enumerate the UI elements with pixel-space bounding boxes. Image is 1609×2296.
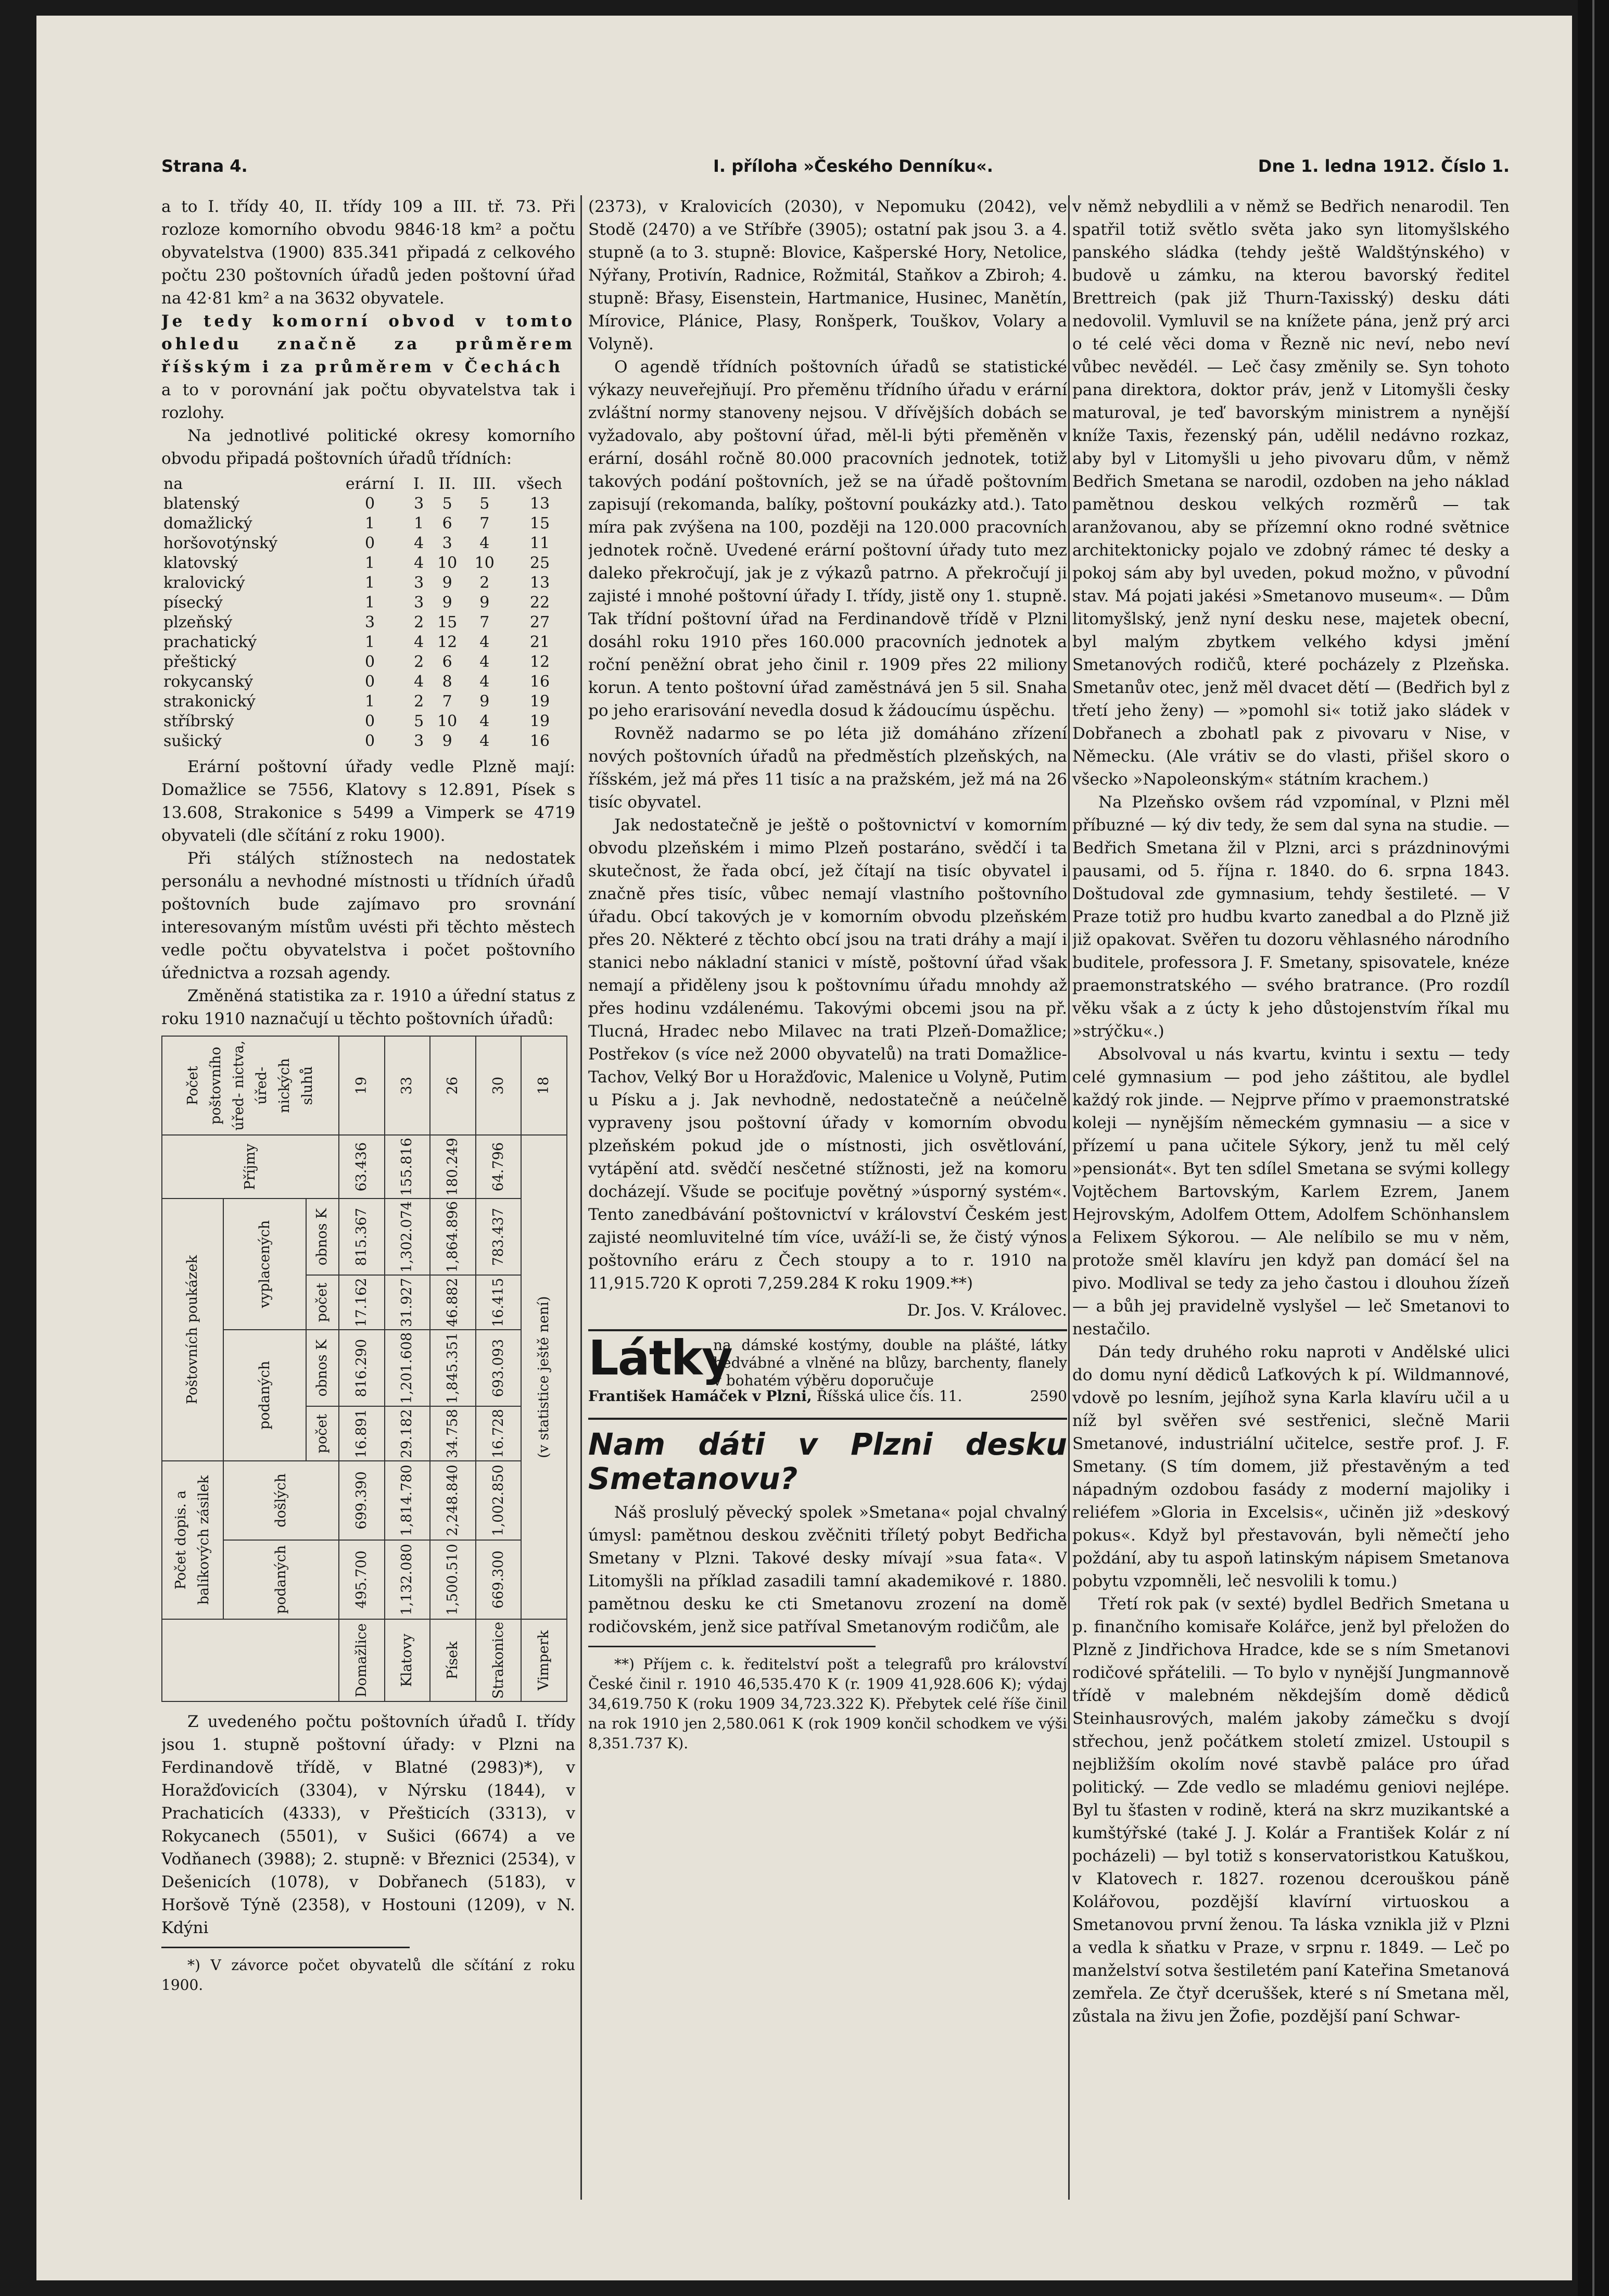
table-cell: 3 [364,613,375,632]
article-headline: Nam dáti v Plzni desku Smetanovu? [588,1427,1067,1496]
column-1 [161,195,575,2226]
table-cell: 7 [479,514,490,533]
table-cell: 16 [529,673,550,691]
paragraph: Náš proslulý pěvecký spolek »Smetana« pojal chvalný úmysl: pamětnou deskou zvěčniti tříletý pobyt Bedřicha Smetany v Plzni. Takové desky mívají »sua fata«. V Litomyšli na příklad zasadili tamní akademikové r. 1880. pamětnou desku ke cti Smetanovu zrození na domě rodičovském, jenž sice patříval Smetanovým rodičům, ale [588,1503,1067,1636]
paragraph: Na jednotlivé politické okresy komorního obvodu připadá poštovních úřadů třídních: [161,426,575,468]
table-header-cell: všech [517,475,563,493]
stat-header-letters: Počet dopis. a balíkových zásilek [162,1461,223,1619]
table-header-cell: II. [438,475,456,493]
paragraph-emphasis: Je tedy komorní obvod v tomto ohledu značně za průměrem říšským i za průměrem v Čechách [161,312,575,376]
table-cell: 3 [414,495,424,513]
advertisement [588,1329,1067,1420]
stat-header-staff: Počet poštovního úřed- nictva, úřed- nických sluhů [162,1036,339,1135]
table-cell: 12 [437,633,458,651]
table-cell: 6 [442,514,452,533]
paragraph: Dán tedy druhého roku naproti v Andělské ulici do domu nyní dědiců Laťkových k pí. Wildmannové, vdově po lesním, jejíhož syna Karla klavíru učil a u níž byl svěřen své sestřenici, slečně Marii Smetanové, industriální učitelce, sestře prof. J. F. Smetany. (S tím domem, již přestavěným a teď nápadným ozdobou fasády z moderní majoliky i reliéfem »Gloria in Excelsis«, učiněn již »deskový pokus«. Když byl přestavován, byli němečtí jeho poždání, aby tu aspoň latinským nápisem Smetanova pobytu vzpomněli, leč nesvolili k tomu.) [1072,1343,1510,1591]
article-signature: Dr. Jos. V. Královec. [907,1301,1067,1320]
table-cell: 22 [529,594,550,612]
table-cell: 0 [364,673,375,691]
table-cell: 1 [364,554,375,572]
paragraph: Na Plzeňsko ovšem rád vzpomínal, v Plzni měl příbuzné — ký div tedy, že sem dal syna na studie. — Bedřich Smetana žil v Plzni, arci s prázdninovými pausami, od 5. října r. 1840. do 6. srpna 1843. Doštudoval zde gymnasium, tehdy šestileté. — V Praze totiž pro hudbu kvarto zanedbal a do Plzně již již opakovat. Svěřen tu dozoru věhlasného národního buditele, professora J. F. Smetany, spisovatele, knéze praemonstratského — svého bratrance. (Pro rozdíl věku však a z úcty k jeho důstojenstvím říkal mu »strýčku«.) [1072,793,1510,1041]
table-cell: 9 [479,692,490,711]
stat-cell: 1,500.510 [430,1540,476,1619]
stat-cell: Písek [430,1619,476,1701]
stat-cell: 26 [430,1036,476,1135]
table-cell: 8 [442,673,452,691]
stat-row [430,1036,476,1701]
table-cell: horšovotýnský [163,534,278,552]
table-cell: 0 [364,495,375,513]
table-cell: 0 [364,534,375,552]
stat-cell: (v statistice ještě není) [521,1135,567,1619]
table-cell: 10 [474,554,495,572]
table-cell: 3 [414,574,424,592]
stat-cell: 495.700 [339,1540,385,1619]
table-row [161,553,575,573]
table-cell: 15 [529,514,550,533]
paragraph: Při stálých stížnostech na nedostatek personálu a nevhodné místnosti u třídních úřadů poštovních bude zajímavo pro srovnání interesovaným místům uvésti při těchto městech vedle počtu obyvatelstva i počet poštovního úřednictva a rozsah agendy. [161,849,575,982]
column-rule [1068,195,1070,2200]
paragraph: Absolvoval u nás kvartu, kvintu i sextu — tedy celé gymnasium — pod jeho záštitou, ale bydlel každý rok jinde. — Nejprve přímo v praemonstratské koleji — nynějším německém gymnasiu — a sice v přízemí u pana učitele Sýkory, jenž tu měl celý »pensionát«. Byt ten sdílel Smetana se svými kollegy Vojtěchem Bartovským, Karlem Ezrem, Janem Hejrovským, Adolfem Ottem, Adolfem Schönhanslem a Felixem Sýkorou. — Ale nelíbilo se mu v něm, protože směl klavíru jen když pan domácí šel na pivo. Modlival se tedy za jeho častou i dlouhou žízeň — a bůh jej pravidelně vyslyšel — leč Smetanovi to nestačilo. [1072,1045,1510,1339]
table-cell: klatovský [163,554,238,572]
table-cell: 12 [529,653,550,671]
newspaper-page [36,16,1572,2280]
stat-header-income: Příjmy [162,1135,339,1199]
page-header [161,156,1510,179]
ad-footer [588,1387,1067,1405]
stat-row [476,1036,522,1701]
paragraph: a to I. třídy 40, II. třídy 109 a III. tř. 73. Při rozloze komorního obvodu 9846·18 km² a počtu obyvatelstva (1900) 835.341 připadá z celkového počtu 230 poštovních úřadů jeden poštovní úřad na 42·81 km² a na 3632 obyvatele. [161,197,575,308]
table-row [161,692,575,712]
stat-cell: Domažlice [339,1619,385,1701]
table-row [161,593,575,613]
stat-cell: 29.182 [385,1406,430,1460]
table-row [161,731,575,751]
page-number: Strana 4. [161,156,248,176]
table-cell: 1 [364,594,375,612]
issue-date: Dne 1. ledna 1912. Číslo 1. [1258,156,1510,176]
paragraph: a to v porovnání jak počtu obyvatelstva tak i rozlohy. [161,381,575,422]
table-cell: kralovický [163,574,245,592]
ad-title: Látky [588,1330,732,1386]
stat-subheader: podaných [223,1540,339,1619]
stat-cell: 1,201.608 [385,1330,430,1406]
table-cell: 6 [442,653,452,671]
footnote-divider [161,1947,410,1948]
table-row [161,652,575,672]
table-cell: 19 [529,692,550,711]
table-row [161,573,575,593]
column-3 [1072,195,1510,2226]
table-header-cell: na [163,475,183,493]
stat-cell: 63.436 [339,1135,385,1199]
table-cell: 3 [414,594,424,612]
table-row [161,633,575,652]
table-cell: 2 [414,613,424,632]
table-cell: 5 [479,495,490,513]
statistics-table [161,1036,567,1702]
stat-header-place [162,1619,339,1701]
stat-cell: 180.249 [430,1135,476,1199]
stat-cell: 783.437 [476,1199,522,1275]
table-cell: 7 [442,692,452,711]
stat-cell: 669.300 [476,1540,522,1619]
table-cell: 0 [364,712,375,730]
supplement-title: I. příloha »Českého Denníku«. [713,156,993,176]
stat-cell: 31.927 [385,1275,430,1329]
stat-cell: 16.728 [476,1406,522,1460]
stat-subheader: počet [306,1275,339,1329]
table-cell: 15 [437,613,458,632]
table-row [161,672,575,692]
table-cell: 16 [529,732,550,750]
stat-cell: 1,814.780 [385,1461,430,1540]
table-cell: strakonický [163,692,256,711]
table-cell: 11 [529,534,550,552]
table-cell: prachatický [163,633,257,651]
paragraph: v němž nebydlili a v němž se Bedřich nenarodil. Ten spatřil totiž světlo světa jako syn litomyšlského panského sládka (tehdy ještě Waldštýnského) v budově u zámku, na kterou bavorský ředitel Brettreich (pak již Thurn-Taxisský) desku dáti nedovolil. Vymluvil se na knížete pána, jenž prý arci o té celé věci doma v Řezně nic neví, nebo neví vůbec nevědél. — Leč časy změnily se. Syn tohoto pana direktora, doktor práv, jenž v Litomyšli česky maturoval, je teď bavorským ministrem a nynější kníže Taxis, řezenský pán, udělil nedávno rozkaz, aby byl v Litomyšli u jeho pivovaru dům, v němž Bedřich Smetana se narodil, ozdoben na jeho náklad pamětnou deskou velkých rozměrů — tak aranžovanou, aby se přízemní okno rodné světnice architektonicky pojalo ve zdobný rámec té desky a pokoj sám aby byl uveden, pokud možno, v původní stav. Má pojati jakési »Smetanovo museum«. — Dům litomyšlský, jenž nyní desku nese, majetek obecní, byl malým zbytkem velkého kdysi jmění Smetanových rodičů, které pocházely z Plzeňska. Smetanův otec, jenž měl dvacet dětí — (Bedřich byl z třetí jeho ženy) — »pomohl si« totiž jako sládek v Dobřanech a zbohatl pak z pivovaru v Nise, v Německu. (Ale vrátiv se do vlasti, přišel skoro o všecko »Napoleonským« státním krachem.) [1072,197,1510,789]
stat-cell: 816.290 [339,1330,385,1406]
table-cell: 19 [529,712,550,730]
footnote: *) V závorce počet obyvatelů dle sčítání z roku 1900. [161,1957,575,1994]
table-cell: 1 [364,633,375,651]
stat-subheader: obnos K [306,1199,339,1275]
paragraph: Třetí rok pak (v sexté) bydlel Bedřich Smetana u p. finančního komisaře Kolářce, jenž byl přeložen do Plzně z Jindřichova Hradce, kde se s ním Smetanovi rodičové spřátelili. — To bylo v nynější Jungmannově třídě v malebném někdejším domě dědiců Steinhausrových, malém jakoby zámečku s dvojí střechou, jenž počátkem století zmizel. Ustoupil s nejbližším okolím nové stavbě paláce pro úřad politický. — Zde vedlo se mladému geniovi nejlépe. Byl tu šťasten v rodině, která na skrz muzikantské a kumštýřské (také J. J. Kolár a František Kolár z ní pocházeli) — byl totiž s konservatoristkou Katuškou, v Klatovech r. 1827. rozenou dcerouškou páně Kolářovou, pozdější klavírní virtuoskou a Smetanovou první ženou. Ta láska vznikla již v Plzni a vedla k sňatku v Praze, v srpnu r. 1849. — Leč po manželství sotva šestiletém paní Kateřina Smetanová zemřela. Ze čtyř dceruššek, které s ní Smetana měl, zůstala na živu jen Žofie, pozdější paní Schwar- [1072,1595,1510,2026]
stat-header-orders: Poštovních poukázek [162,1199,223,1461]
table-cell: 4 [479,633,490,651]
stat-cell: 18 [521,1036,567,1135]
stat-cell: 2,248.840 [430,1461,476,1540]
table-cell: 9 [479,594,490,612]
ad-merchant: František Hamáček v Plzni, [588,1387,812,1405]
table-cell: 9 [442,732,452,750]
table-cell: 4 [479,673,490,691]
paragraph: (2373), v Kralovicích (2030), v Nepomuku (2042), ve Stodě (2470) a ve Stříbře (3905); ostatní pak jsou 3. a 4. stupně (a to 3. stupně: Blovice, Kašperské Hory, Netolice, Nýřany, Protivín, Radnice, Rožmitál, Staňkov a Zbiroh; 4. stupně: Břasy, Eisenstein, Hartmanice, Husinec, Manětín, Mírovice, Plánice, Plasy, Ronšperk, Touškov, Volary a Volyně). [588,197,1067,354]
stat-cell: 815.367 [339,1199,385,1275]
footnote-divider [588,1646,876,1647]
stat-cell: 34.758 [430,1406,476,1460]
paragraph: Rovněž nadarmo se po léta již domáháno zřízení nových poštovních úřadů na předměstích plzeňských, na říšském, jež má přes 11 tisíc a na pražském, jež má na 26 tisíc obyvatel. [588,724,1067,812]
stat-row [521,1036,567,1701]
stat-cell: 1,002.850 [476,1461,522,1540]
table-cell: 4 [414,673,424,691]
table-cell: 9 [442,594,452,612]
stat-subheader: podaných [223,1330,306,1461]
stat-row [385,1036,430,1701]
stat-cell: 64.796 [476,1135,522,1199]
ad-address: Říšská ulice čís. 11. [816,1387,962,1405]
table-cell: domažlický [163,514,252,533]
column-2 [588,195,1067,2226]
table-cell: přeštický [163,653,237,671]
stat-cell: 1,845.351 [430,1330,476,1406]
table-cell: plzeňský [163,613,233,632]
stat-cell: Strakonice [476,1619,522,1701]
table-cell: 1 [364,574,375,592]
table-cell: 10 [437,712,458,730]
table-cell: 4 [479,534,490,552]
stat-cell: 33 [385,1036,430,1135]
ad-number: 2590 [1030,1387,1067,1405]
table-cell: 4 [479,653,490,671]
table-cell: 1 [364,514,375,533]
column-rule [580,195,582,2200]
table-cell: 0 [364,732,375,750]
table-cell: 4 [414,633,424,651]
stat-cell: 699.390 [339,1461,385,1540]
stat-cell: 1,132.080 [385,1540,430,1619]
paragraph: Jak nedostatečně je ještě o poštovnictví v komorním obvodu plzeňském i mimo Plzeň postaráno, svědčí i ta skutečnost, že řada obcí, jež čítají na tisíc obyvatel i značně přes tisíc, vůbec nemají vlastního poštovního úřadu. Obcí takových je v komorním obvodu plzeňském přes 20. Některé z těchto obcí jsou na trati dráhy a mají i stanici nebo nákladní stanici v místě, poštovní úřad však nemají a přiděleny jsou k poštovnímu úřadu mnohdy až přes hodinu vzdálenému. Takovými obcemi jsou na př. Tlucná, Hradec nebo Milavec na trati Plzeň-Domažlice; Postřekov (s více než 2000 obyvatelů) na trati Domažlice-Tachov, Velký Bor u Horažďovic, Malenice u Volyně, Putim u Písku a j. Jak nevhodně, nedostatečně a neúčelně vypraveny jsou poštovní úřady v komorním obvodu plzeňském pokud jde o místnosti, jich osvětlování, vytápění atd. svědčí nesčetné stížnosti, jež na komoru docházejí. Všude se pociťuje povětný »úsporný systém«. Tento zanedbávání poštovnictví v království Českém jest zajisté neomluvitelné tím více, uváží-li se, že čistý výnos poštovního eráru z Čech stoupy a to r. 1910 na 11,915.720 K oproti 7,259.284 K roku 1909.**) [588,816,1067,1293]
table-cell: 5 [442,495,452,513]
table-cell: 13 [529,574,550,592]
table-cell: 13 [529,495,550,513]
table-cell: 5 [414,712,424,730]
footnote: **) Příjem c. k. ředitelství pošt a telegrafů pro království České činil r. 1910 46,535.470 K (r. 1909 41,928.606 K); výdaj 34,619.750 K (roku 1909 34,723.322 K). Přebytek celé říše činil na rok 1910 jen 2,580.061 K (rok 1909 končil schodkem ve výši 8,351.737 K). [588,1656,1067,1752]
page-edge-line [1592,0,1594,2296]
paragraph: Erární poštovní úřady vedle Plzně mají: Domažlice se 7556, Klatovy s 12.891, Písek s 13.608, Strakonice s 5499 a Vimperk se 4719 obyvateli (dle sčítání z roku 1900). [161,758,575,845]
table-cell: 9 [442,574,452,592]
table-header-cell: I. [413,475,425,493]
table-row [161,494,575,514]
table-cell: 4 [414,554,424,572]
table-cell: 7 [479,613,490,632]
stat-cell: Klatovy [385,1619,430,1701]
table-header-cell: erární [345,475,395,493]
stat-subheader: počet [306,1406,339,1460]
table-cell: stříbrský [163,712,234,730]
table-cell: 3 [414,732,424,750]
stat-cell: 693.093 [476,1330,522,1406]
table-cell: 2 [414,653,424,671]
table-row [161,613,575,633]
table-cell: 0 [364,653,375,671]
table-cell: písecký [163,594,223,612]
table-cell: 3 [442,534,452,552]
table-cell: 1 [364,692,375,711]
stat-cell: 30 [476,1036,522,1135]
table-cell: 10 [437,554,458,572]
table-cell: 4 [479,712,490,730]
table-header-cell: III. [473,475,497,493]
paragraph: Změněná statistika za r. 1910 a úřední status z roku 1910 naznačují u těchto poštovních úřadů: [161,987,575,1028]
table-cell: 4 [479,732,490,750]
stat-subheader: obnos K [306,1330,339,1406]
stat-row [339,1036,385,1701]
table-cell: 1 [414,514,424,533]
table-cell: sušický [163,732,222,750]
table-cell: 25 [529,554,550,572]
stat-cell: 155.816 [385,1135,430,1199]
stat-subheader: vyplacených [223,1199,306,1330]
paragraph: Z uvedeného počtu poštovních úřadů I. třídy jsou 1. stupně poštovní úřady: v Plzni na Ferdinandově třídě, v Blatné (2983)*), v Horažďovicích (3304), v Nýrsku (1844), v Prachaticích (4333), v Přešticích (3313), v Rokycanech (5501), v Sušici (6674) a ve Vodňanech (3988); 2. stupně: v Březnici (2534), v Dešenicích (1078), v Dobřanech (5183), v Horšově Týně (2358), v Hostouni (1209), v N. Kdýni [161,1712,575,1937]
stat-cell: 16.415 [476,1275,522,1329]
table-cell: 4 [414,534,424,552]
table-cell: 2 [414,692,424,711]
stat-cell: 1,302.074 [385,1199,430,1275]
table-row [161,534,575,553]
ad-text: na dámské kostýmy, double na plášté, látky hedvábné a vlněné na blůzy, barchenty, flanely v bohatém výběru doporučuje [713,1336,1067,1389]
table-cell: 21 [529,633,550,651]
stat-cell: 17.162 [339,1275,385,1329]
stat-cell: 46.882 [430,1275,476,1329]
stat-cell: 1,864.896 [430,1199,476,1275]
table-cell: 2 [479,574,490,592]
table-cell: rokycanský [163,673,254,691]
stat-cell: 19 [339,1036,385,1135]
stat-cell: Vimperk [521,1619,567,1701]
stat-subheader: došlých [223,1461,339,1540]
table-cell: 27 [529,613,550,632]
table-row [161,712,575,731]
district-table [161,474,575,751]
table-row [161,514,575,534]
paragraph: O agendě třídních poštovních úřadů se statistické výkazy neuveřejňují. Pro přeměnu třídního úřadu v erární zvláštní normy stanoveny nejsou. V dřívějších dobách se vyžadovalo, aby poštovní úřad, měl-li býti přeměněn v erární, dosáhl ročně 80.000 pracovních jednotek, totiž takových podání poštovních, jež se na úřadě poštovním zapisují (rekomanda, balíky, poštovní poukázky atd.). Tato míra pak zvýšena na 100, později na 120.000 pracovních jednotek ročně. Uvedené erární poštovní úřady tuto mez daleko překročují, jak je z výkazů patrno. A překročují ji zajisté i mnohé poštovní úřady I. třídy, jistě ony 1. stupně. Tak třídní poštovní úřad na Ferdinandově třídě v Plzni dosáhl roku 1910 přes 160.000 pracovních jednotek a roční peněžní obrat jeho činil r. 1909 přes 22 miliony korun. A tento poštovní úřad zaměstnává jen 5 sil. Snaha po jeho erarisování nevedla dosud k žádoucímu úspěchu. [588,358,1067,720]
stat-cell: 16.891 [339,1406,385,1460]
table-cell: blatenský [163,495,240,513]
